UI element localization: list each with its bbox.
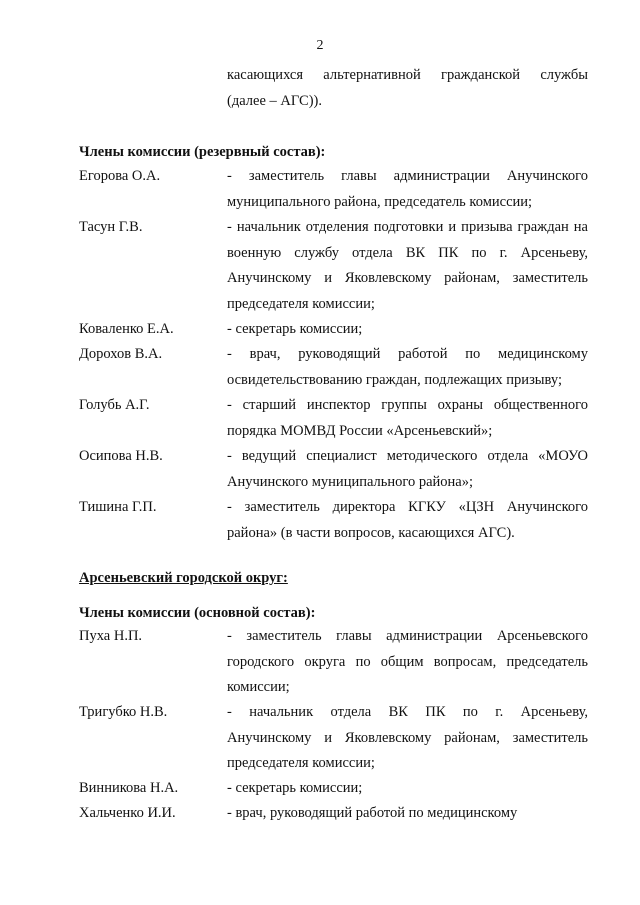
member-name: Пуха Н.П. — [79, 628, 143, 644]
intro-continuation — [227, 63, 588, 114]
member-role — [227, 164, 588, 215]
role-line: Анучинского муниципального района»; — [227, 473, 474, 490]
role-line: - секретарь комиссии; — [227, 321, 363, 337]
member-role — [227, 215, 588, 317]
role-line: - заместитель главы администрации Арсеньевского — [227, 628, 588, 644]
main-heading: Члены комиссии (основной состав): — [79, 605, 316, 621]
role-line: - заместитель директора КГКУ «ЦЗН Анучинского — [227, 499, 588, 515]
member-name: Тишина Г.П. — [79, 499, 157, 515]
member-name: Осипова Н.В. — [79, 448, 163, 464]
member-name: Тасун Г.В. — [79, 219, 143, 235]
role-line: Анучинскому и Яковлевскому районам, заместитель — [227, 270, 588, 286]
role-line: городского округа по общим вопросам, председатель — [227, 653, 588, 670]
member-name: Винникова Н.А. — [79, 780, 179, 796]
member-role — [227, 317, 588, 343]
role-line: - ведущий специалист методического отдела «МОУО — [227, 448, 588, 464]
member-role — [227, 342, 588, 393]
role-line: - начальник отдела ВК ПК по г. Арсеньеву, — [227, 704, 588, 720]
intro-line: (далее – АГС)). — [227, 92, 322, 109]
role-line: - старший инспектор группы охраны общественного — [227, 397, 588, 413]
reserve-heading: Члены комиссии (резервный состав): — [79, 144, 326, 160]
member-name: Дорохов В.А. — [79, 346, 163, 362]
member-role — [227, 776, 588, 802]
role-line: - врач, руководящий работой по медицинскому — [227, 805, 518, 821]
role-line: Анучинскому и Яковлевскому районам, заместитель — [227, 729, 588, 746]
page-number: 2 — [316, 38, 324, 53]
role-line: комиссии; — [227, 679, 290, 695]
role-line: - начальник отделения подготовки и призыва граждан на — [227, 219, 588, 235]
role-line: - врач, руководящий работой по медицинскому — [227, 346, 588, 362]
member-name: Тригубко Н.В. — [79, 704, 168, 720]
member-role — [227, 801, 588, 827]
intro-line: касающихся альтернативной гражданской службы — [227, 67, 588, 83]
member-role — [227, 495, 588, 546]
member-name: Хальченко И.И. — [79, 805, 176, 821]
member-role — [227, 393, 588, 444]
member-name: Коваленко Е.А. — [79, 321, 174, 337]
role-line: - секретарь комиссии; — [227, 780, 363, 796]
role-line: - заместитель главы администрации Анучинского — [227, 168, 588, 184]
member-role — [227, 700, 588, 777]
role-line: председателя комиссии; — [227, 295, 375, 312]
role-line: военную службу отдела ВК ПК по г. Арсеньеву, — [227, 244, 588, 261]
role-line: района» (в части вопросов, касающихся АГС). — [227, 524, 515, 541]
member-name: Голубь А.Г. — [79, 397, 150, 413]
role-line: освидетельствованию граждан, подлежащих призыву; — [227, 371, 562, 388]
district-heading: Арсеньевский городской округ: — [79, 570, 288, 586]
role-line: председателя комиссии; — [227, 755, 375, 771]
role-line: муниципального района, председатель комиссии; — [227, 193, 533, 210]
member-role — [227, 444, 588, 495]
role-line: порядка МОМВД России «Арсеньевский»; — [227, 422, 493, 439]
member-role — [227, 624, 588, 701]
member-name: Егорова О.А. — [79, 168, 161, 184]
